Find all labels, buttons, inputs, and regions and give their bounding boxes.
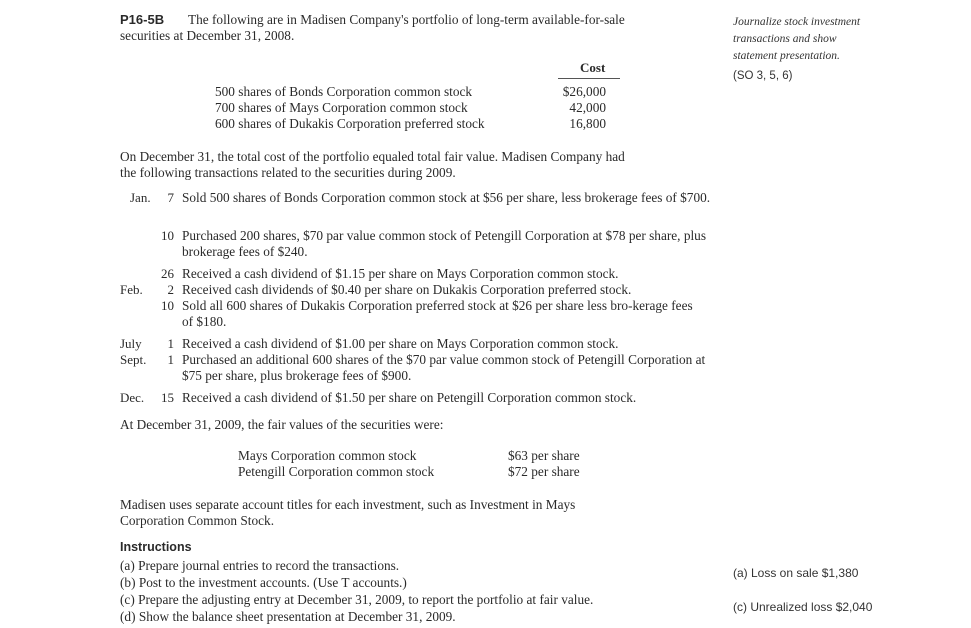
- cost-header: Cost: [580, 60, 606, 75]
- holding-row-desc: 700 shares of Mays Corporation common stock: [215, 100, 468, 115]
- tx-month: Dec.: [120, 390, 145, 405]
- intro-line-2: securities at December 31, 2008.: [120, 28, 295, 43]
- holding-row-desc: 600 shares of Dukakis Corporation preferred stock: [215, 116, 485, 131]
- tx-day: 2: [167, 282, 174, 297]
- tx-day: 1: [167, 336, 174, 351]
- tx-day: 1: [167, 352, 174, 367]
- instruction-item: (c) Prepare the adjusting entry at December 31, 2009, to report the portfolio at fair value.: [120, 592, 594, 607]
- sidebar-objectives: (SO 3, 5, 6): [733, 70, 793, 82]
- sidebar-line-3: statement presentation.: [733, 50, 840, 62]
- tx-text: Sold 500 shares of Bonds Corporation common stock at $56 per share, less brokerage fees of $700.: [182, 190, 711, 205]
- portfolio-paragraph-line-1: On December 31, the total cost of the portfolio equaled total fair value. Madisen Company had: [120, 149, 625, 164]
- tx-text: Received a cash dividend of $1.50 per share on Petengill Corporation common stock.: [182, 390, 637, 405]
- holding-row-desc: 500 shares of Bonds Corporation common stock: [215, 84, 473, 99]
- tx-day: 15: [161, 390, 174, 405]
- sidebar-line-2: transactions and show: [733, 33, 837, 45]
- instruction-item: (b) Post to the investment accounts. (Use T accounts.): [120, 575, 407, 590]
- tx-month: Feb.: [120, 282, 143, 297]
- tx-day: 7: [167, 190, 174, 205]
- tx-month: Sept.: [120, 352, 147, 367]
- instruction-item: (d) Show the balance sheet presentation at December 31, 2009.: [120, 609, 456, 624]
- tx-day: 10: [161, 228, 174, 243]
- fair-value-name: Petengill Corporation common stock: [238, 464, 435, 479]
- fair-value-price: $63 per share: [508, 448, 580, 463]
- intro-line-1: The following are in Madisen Company's portfolio of long-term available-for-sale: [188, 12, 625, 27]
- fair-value-price: $72 per share: [508, 464, 580, 479]
- portfolio-paragraph-line-2: the following transactions related to the securities during 2009.: [120, 165, 456, 180]
- instruction-item: (a) Prepare journal entries to record the transactions.: [120, 558, 400, 573]
- tx-month: Jan.: [130, 190, 151, 205]
- holding-row-cost: 16,800: [569, 116, 606, 131]
- tx-text: Received a cash dividend of $1.15 per share on Mays Corporation common stock.: [182, 266, 619, 281]
- fair-value-name: Mays Corporation common stock: [238, 448, 417, 463]
- accounts-paragraph-line-1: Madisen uses separate account titles for each investment, such as Investment in Mays: [120, 497, 576, 512]
- tx-month: July: [120, 336, 142, 351]
- tx-day: 26: [161, 266, 174, 281]
- cost-header-rule: [558, 78, 620, 79]
- tx-day: 10: [161, 298, 174, 313]
- tx-text: Received a cash dividend of $1.00 per share on Mays Corporation common stock.: [182, 336, 619, 351]
- tx-text: Received cash dividends of $0.40 per share on Dukakis Corporation preferred stock.: [182, 282, 632, 297]
- tx-text: Purchased an additional 600 shares of the $70 par value common stock of Petengill Corporation at $75 per share, plus brokerage fees of $900.: [182, 352, 706, 383]
- fair-values-intro: At December 31, 2009, the fair values of the securities were:: [120, 417, 444, 432]
- answer-c: (c) Unrealized loss $2,040: [733, 600, 873, 614]
- instructions-heading: Instructions: [120, 540, 192, 554]
- answer-a: (a) Loss on sale $1,380: [733, 566, 859, 580]
- holding-row-cost: $26,000: [562, 84, 606, 99]
- tx-text: Purchased 200 shares, $70 par value common stock of Petengill Corporation at $78 per share, plus brokerage fees of $240.: [182, 228, 706, 259]
- accounts-paragraph-line-2: Corporation Common Stock.: [120, 513, 275, 528]
- holding-row-cost: 42,000: [569, 100, 606, 115]
- sidebar-line-1: Journalize stock investment: [733, 16, 861, 28]
- tx-text: Sold all 600 shares of Dukakis Corporation preferred stock at $26 per share less bro-kerage fees of $180.: [182, 298, 693, 329]
- problem-id: P16-5B: [120, 12, 165, 27]
